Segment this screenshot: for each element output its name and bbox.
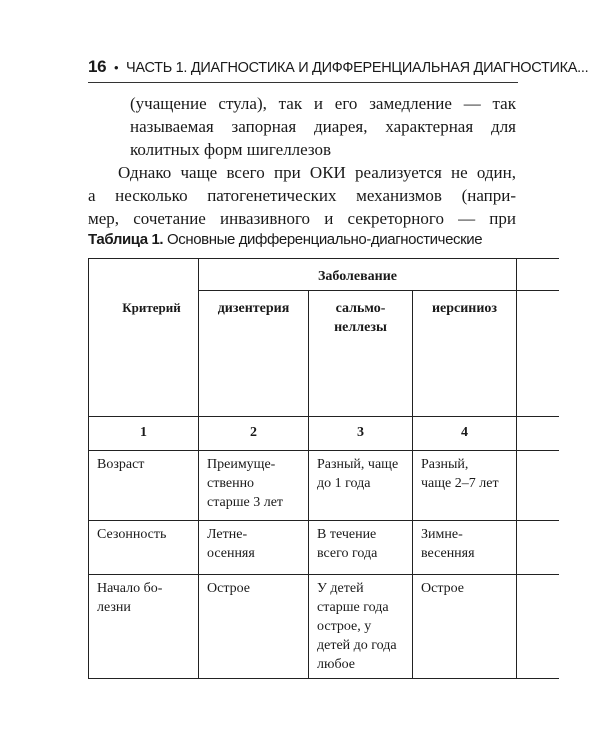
table-caption-text: Основные дифференциально-диагностические <box>163 231 483 248</box>
row-label-season: Сезонность <box>89 521 199 575</box>
body-line-5: а несколько патогенетических механизмов (напри- <box>88 186 516 205</box>
row-label-age: Возраст <box>89 451 199 521</box>
cell-age-yersiniosis: Разный, чаще 2–7 лет <box>413 451 517 521</box>
diagnostic-table <box>88 258 559 679</box>
cell-onset-yersiniosis: Острое <box>413 575 517 679</box>
disease-header-yersiniosis: иерсиниоз <box>413 291 517 417</box>
cell-season-salmonellosis: В течение всего года <box>309 521 413 575</box>
running-title: ЧАСТЬ 1. ДИАГНОСТИКА И ДИФФЕРЕНЦИАЛЬНАЯ ДИАГНОСТИКА... <box>126 60 589 76</box>
cell-age-salmonellosis: Разный, чаще до 1 года <box>309 451 413 521</box>
table-overflow-cell <box>517 291 559 417</box>
running-header <box>88 57 589 77</box>
cell-age-dysentery: Преимуще- ственно старше 3 лет <box>199 451 309 521</box>
table-overflow-cell <box>517 451 559 521</box>
body-line-6: мер, сочетание инвазивного и секреторного — при <box>88 209 516 228</box>
column-number-2: 2 <box>199 417 309 451</box>
body-line-2: называемая запорная диарея, характерная для <box>130 117 516 136</box>
table-overflow-cell <box>517 417 559 451</box>
cell-season-yersiniosis: Зимне- весенняя <box>413 521 517 575</box>
table-caption <box>88 231 482 248</box>
body-line-4: Однако чаще всего при ОКИ реализуется не один, <box>118 163 516 182</box>
disease-header-dysentery: дизентерия <box>199 291 309 417</box>
cell-onset-salmonellosis: У детей старше года острое, у детей до года любое <box>309 575 413 679</box>
table-overflow-cell <box>517 259 559 291</box>
cell-season-dysentery: Летне- осенняя <box>199 521 309 575</box>
disease-header-salmonellosis: сальмо- неллезы <box>309 291 413 417</box>
header-bullet: • <box>114 60 119 75</box>
cell-onset-dysentery: Острое <box>199 575 309 679</box>
table-overflow-cell <box>517 575 559 679</box>
row-label-onset: Начало бо- лезни <box>89 575 199 679</box>
column-number-1: 1 <box>89 417 199 451</box>
header-rule <box>88 82 518 83</box>
column-number-3: 3 <box>309 417 413 451</box>
table-row-age <box>89 451 559 521</box>
table-row-season <box>89 521 559 575</box>
body-line-3: колитных форм шигеллезов <box>130 140 332 159</box>
table-row-onset <box>89 575 559 679</box>
table-overflow-cell <box>517 521 559 575</box>
table-group-header-row <box>89 259 559 291</box>
criterion-header-top <box>89 259 199 417</box>
column-number-row <box>89 417 559 451</box>
body-line-1: (учащение стула), так и его замедление — так <box>130 94 516 113</box>
table-caption-label: Таблица 1. <box>88 231 164 248</box>
page-number: 16 <box>88 57 107 76</box>
column-number-4: 4 <box>413 417 517 451</box>
group-header: Заболевание <box>199 259 517 291</box>
criterion-header: Критерий <box>122 300 181 315</box>
